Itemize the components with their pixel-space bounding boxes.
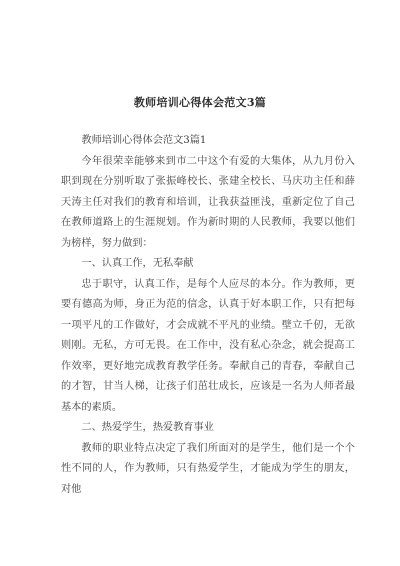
section-heading: 一、认真工作，无私奉献 bbox=[81, 258, 194, 269]
section-heading: 二、热爱学生，热爱教育事业 bbox=[81, 422, 214, 433]
body-paragraph: 今年很荣幸能够来到市二中这个有爱的大集体，从九月份入职到现在分别听取了张振峰校长、张建全校长、马庆功主任和薛天涛主任对我们的教育和培训，让我获益匪浅，重新定位了自己在教师道路上的生涯规划。作为新时期的人民教师，我要以他们为榜样，努力做到： bbox=[61, 155, 355, 249]
body-paragraph: 教师的职业特点决定了我们所面对的是学生，他们是一个个性不同的人，作为教师，只有热爱学生，才能成为学生的朋友，对他 bbox=[61, 442, 355, 495]
document-body bbox=[61, 131, 355, 500]
section-subtitle: 教师培训心得体会范文3篇1 bbox=[81, 135, 207, 146]
document-title: 教师培训心得体会范文3篇 bbox=[133, 96, 267, 109]
body-paragraph: 忠于职守，认真工作，是每个人应尽的本分。作为教师，更要有德高为师，身正为范的信念，认真于好本职工作，只有把每一项平凡的工作做好，才会成就不平凡的业绩。壁立千仞，无欲则刚。无私，方可无畏。在工作中，没有私心杂念，就会提高工作效率，更好地完成教育教学任务。奉献自己的青春，奉献自己的才智，甘当人梯，让孩子们茁壮成长，应该是一名为人师者最基本的素质。 bbox=[61, 278, 355, 413]
